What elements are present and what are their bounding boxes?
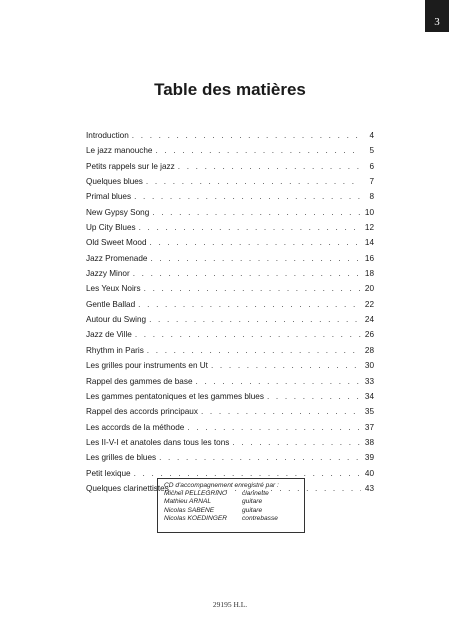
toc-leader-dots (139, 220, 361, 235)
toc-entry[interactable] (86, 404, 374, 419)
toc-leader-dots (150, 251, 361, 266)
toc-leader-dots (149, 312, 361, 327)
toc-leader-dots (138, 297, 361, 312)
toc-entry[interactable] (86, 235, 374, 250)
toc-leader-dots (211, 358, 361, 373)
toc-entry-label: Les Yeux Noirs (86, 284, 141, 294)
toc-entry-page: 28 (364, 345, 374, 355)
catalog-code: 29195 H.L. (212, 600, 248, 609)
toc-entry-page: 5 (369, 146, 374, 156)
toc-entry[interactable] (86, 420, 374, 435)
toc-entry[interactable] (86, 281, 374, 296)
toc-entry[interactable] (86, 327, 374, 342)
toc-entry[interactable] (86, 450, 374, 465)
toc-entry-page: 18 (364, 269, 374, 279)
table-of-contents (86, 128, 374, 496)
toc-leader-dots (155, 143, 361, 158)
toc-entry-page: 8 (369, 192, 374, 202)
toc-entry[interactable] (86, 389, 374, 404)
toc-leader-dots (152, 205, 361, 220)
toc-leader-dots (150, 235, 361, 250)
toc-entry-label: Le jazz manouche (86, 146, 153, 156)
toc-entry[interactable] (86, 266, 374, 281)
credit-row (164, 515, 298, 523)
toc-entry-label: New Gypsy Song (86, 207, 150, 217)
musician-instrument: contrebasse (242, 514, 278, 522)
musician-name: Nicolas SABENE (164, 506, 215, 514)
toc-leader-dots (146, 174, 361, 189)
credits-heading: CD d'accompagnement enregistré par : (164, 482, 279, 489)
toc-entry-page: 24 (364, 315, 374, 325)
toc-entry-label: Petits rappels sur le jazz (86, 161, 175, 171)
toc-entry[interactable] (86, 174, 374, 189)
page-title: Table des matières (154, 80, 306, 99)
toc-entry[interactable] (86, 358, 374, 373)
toc-entry-label: Les gammes pentatoniques et les gammes blues (86, 391, 264, 401)
toc-entry-page: 14 (364, 238, 374, 248)
toc-entry[interactable] (86, 189, 374, 204)
toc-entry-label: Gentle Ballad (86, 299, 136, 309)
toc-entry-label: Introduction (86, 131, 129, 140)
toc-leader-dots (144, 281, 361, 296)
cd-credits-box (157, 478, 305, 533)
musician-name: Nicolas KOEDINGER (164, 514, 228, 522)
toc-entry-label: Old Sweet Mood (86, 238, 147, 248)
toc-entry-label: Quelques clarinettistes (86, 483, 169, 493)
page-number: 3 (434, 16, 440, 28)
toc-leader-dots (135, 327, 361, 342)
toc-entry-page: 20 (364, 284, 374, 294)
credits-list (164, 490, 298, 523)
musician-name: Michel PELLEGRINO (164, 490, 228, 498)
musician-instrument: clarinette (242, 490, 269, 498)
toc-entry-label: Petit lexique (86, 468, 131, 478)
toc-entry-page: 43 (364, 483, 374, 493)
toc-leader-dots (147, 343, 361, 358)
toc-entry-page: 26 (364, 330, 374, 340)
toc-leader-dots (159, 450, 361, 465)
toc-entry[interactable] (86, 297, 374, 312)
toc-entry[interactable] (86, 312, 374, 327)
toc-leader-dots (196, 374, 361, 389)
toc-entry[interactable] (86, 205, 374, 220)
toc-leader-dots (132, 128, 361, 143)
toc-entry-page: 10 (364, 207, 374, 217)
page-number-tab (425, 0, 449, 32)
toc-entry-label: Up City Blues (86, 223, 136, 233)
credit-row (164, 498, 298, 506)
toc-leader-dots (133, 266, 361, 281)
toc-entry[interactable] (86, 128, 374, 143)
toc-leader-dots (187, 420, 361, 435)
toc-entry-label: Primal blues (86, 192, 132, 202)
toc-entry-label: Rappel des gammes de base (86, 376, 193, 386)
musician-name: Mathieu ARNAL (164, 498, 212, 506)
toc-entry-label: Rappel des accords principaux (86, 407, 198, 417)
toc-entry-page: 33 (364, 376, 374, 386)
toc-entry[interactable] (86, 251, 374, 266)
musician-instrument: guitare (242, 498, 263, 506)
toc-leader-dots (267, 389, 361, 404)
toc-entry[interactable] (86, 435, 374, 450)
toc-entry[interactable] (86, 374, 374, 389)
toc-leader-dots (232, 435, 361, 450)
toc-entry-page: 12 (364, 223, 374, 233)
toc-entry-label: Rhythm in Paris (86, 345, 144, 355)
toc-entry-label: Les II-V-I et anatoles dans tous les tons (86, 437, 230, 447)
toc-entry-page: 40 (364, 468, 374, 478)
toc-entry-label: Les grilles de blues (86, 453, 157, 463)
toc-entry[interactable] (86, 159, 374, 174)
toc-entry-label: Autour du Swing (86, 315, 147, 325)
toc-leader-dots (178, 159, 361, 174)
toc-entry-label: Les accords de la méthode (86, 422, 185, 432)
toc-entry-page: 16 (364, 253, 374, 263)
credit-row (164, 507, 298, 515)
toc-entry-label: Quelques blues (86, 177, 143, 187)
toc-entry-label: Les grilles pour instruments en Ut (86, 361, 208, 371)
toc-entry-page: 7 (369, 177, 374, 187)
toc-entry-page: 38 (364, 437, 374, 447)
toc-entry-label: Jazzy Minor (86, 269, 130, 279)
toc-entry-label: Jazz Promenade (86, 253, 148, 263)
toc-leader-dots (134, 189, 361, 204)
toc-entry[interactable] (86, 343, 374, 358)
toc-entry-page: 37 (364, 422, 374, 432)
credit-row (164, 490, 298, 498)
toc-entry[interactable] (86, 143, 374, 158)
toc-entry-page: 30 (364, 361, 374, 371)
toc-entry-page: 35 (364, 407, 374, 417)
toc-entry-page: 22 (364, 299, 374, 309)
toc-entry-page: 39 (364, 453, 374, 463)
musician-instrument: guitare (242, 506, 263, 514)
toc-entry[interactable] (86, 220, 374, 235)
toc-entry-label: Jazz de Ville (86, 330, 132, 340)
toc-leader-dots (201, 404, 361, 419)
toc-entry-page: 4 (369, 131, 374, 140)
toc-entry-page: 6 (369, 161, 374, 171)
toc-entry-page: 34 (364, 391, 374, 401)
